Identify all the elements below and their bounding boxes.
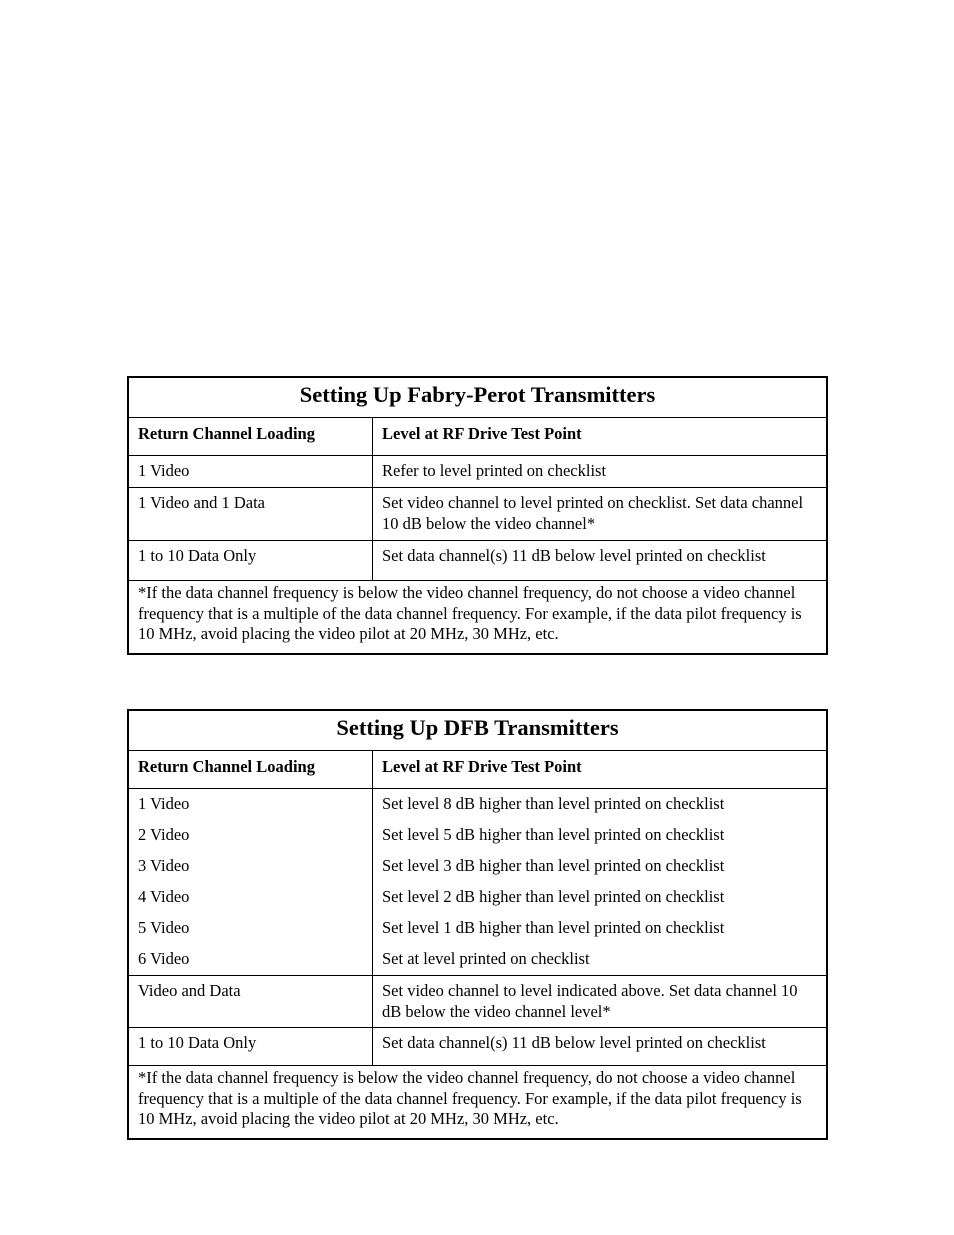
table-title: Setting Up Fabry-Perot Transmitters — [129, 378, 826, 418]
table-row — [129, 944, 826, 976]
row-level: Set at level printed on checklist — [382, 949, 590, 968]
table-header-row — [129, 751, 826, 789]
row-loading: 1 Video — [129, 789, 373, 820]
table-row — [129, 820, 826, 851]
table-footnote: *If the data channel frequency is below the video channel frequency, do not choose a video channel frequency that is a multiple of the data channel frequency. For example, if the data pilot frequency is 10 MHz, avoid placing the video pilot at 20 MHz, 30 MHz, etc. — [138, 1068, 802, 1128]
table-title: Setting Up DFB Transmitters — [129, 711, 826, 751]
row-loading: 6 Video — [129, 944, 373, 975]
table-row — [129, 456, 826, 488]
header-return-channel-loading: Return Channel Loading — [129, 751, 373, 788]
header-level-at-rf-drive: Level at RF Drive Test Point — [382, 757, 582, 776]
table-row — [129, 789, 826, 820]
row-loading: 4 Video — [129, 882, 373, 913]
row-level: Set level 5 dB higher than level printed on checklist — [382, 825, 725, 844]
row-level: Set data channel(s) 11 dB below level printed on checklist — [382, 1033, 766, 1052]
table-row — [129, 1028, 826, 1066]
row-level: Set video channel to level indicated above. Set data channel 10 dB below the video channel level* — [382, 981, 798, 1021]
row-level: Set level 3 dB higher than level printed on checklist — [382, 856, 725, 875]
header-level-at-rf-drive: Level at RF Drive Test Point — [382, 424, 582, 443]
row-level: Set level 8 dB higher than level printed on checklist — [382, 794, 725, 813]
row-loading: 3 Video — [129, 851, 373, 882]
row-level: Refer to level printed on checklist — [382, 461, 607, 480]
table-row — [129, 913, 826, 944]
table-row — [129, 488, 826, 541]
row-loading: 1 to 10 Data Only — [129, 541, 373, 580]
row-loading: 5 Video — [129, 913, 373, 944]
row-level: Set level 1 dB higher than level printed on checklist — [382, 918, 725, 937]
row-level: Set video channel to level printed on checklist. Set data channel 10 dB below the video channel* — [382, 493, 804, 533]
header-return-channel-loading: Return Channel Loading — [129, 418, 373, 455]
table-row — [129, 882, 826, 913]
row-loading: 1 Video and 1 Data — [129, 488, 373, 540]
row-loading: 2 Video — [129, 820, 373, 851]
row-level: Set level 2 dB higher than level printed on checklist — [382, 887, 725, 906]
dfb-table — [127, 709, 828, 1140]
row-loading: 1 Video — [129, 456, 373, 487]
row-loading: 1 to 10 Data Only — [129, 1028, 373, 1065]
row-level: Set data channel(s) 11 dB below level printed on checklist — [382, 546, 766, 565]
table-header-row — [129, 418, 826, 456]
fabry-perot-table — [127, 376, 828, 655]
table-row — [129, 851, 826, 882]
table-footnote: *If the data channel frequency is below the video channel frequency, do not choose a video channel frequency that is a multiple of the data channel frequency. For example, if the data pilot frequency is 10 MHz, avoid placing the video pilot at 20 MHz, 30 MHz, etc. — [138, 583, 802, 643]
table-row — [129, 541, 826, 581]
row-loading: Video and Data — [129, 976, 373, 1027]
table-row — [129, 976, 826, 1028]
